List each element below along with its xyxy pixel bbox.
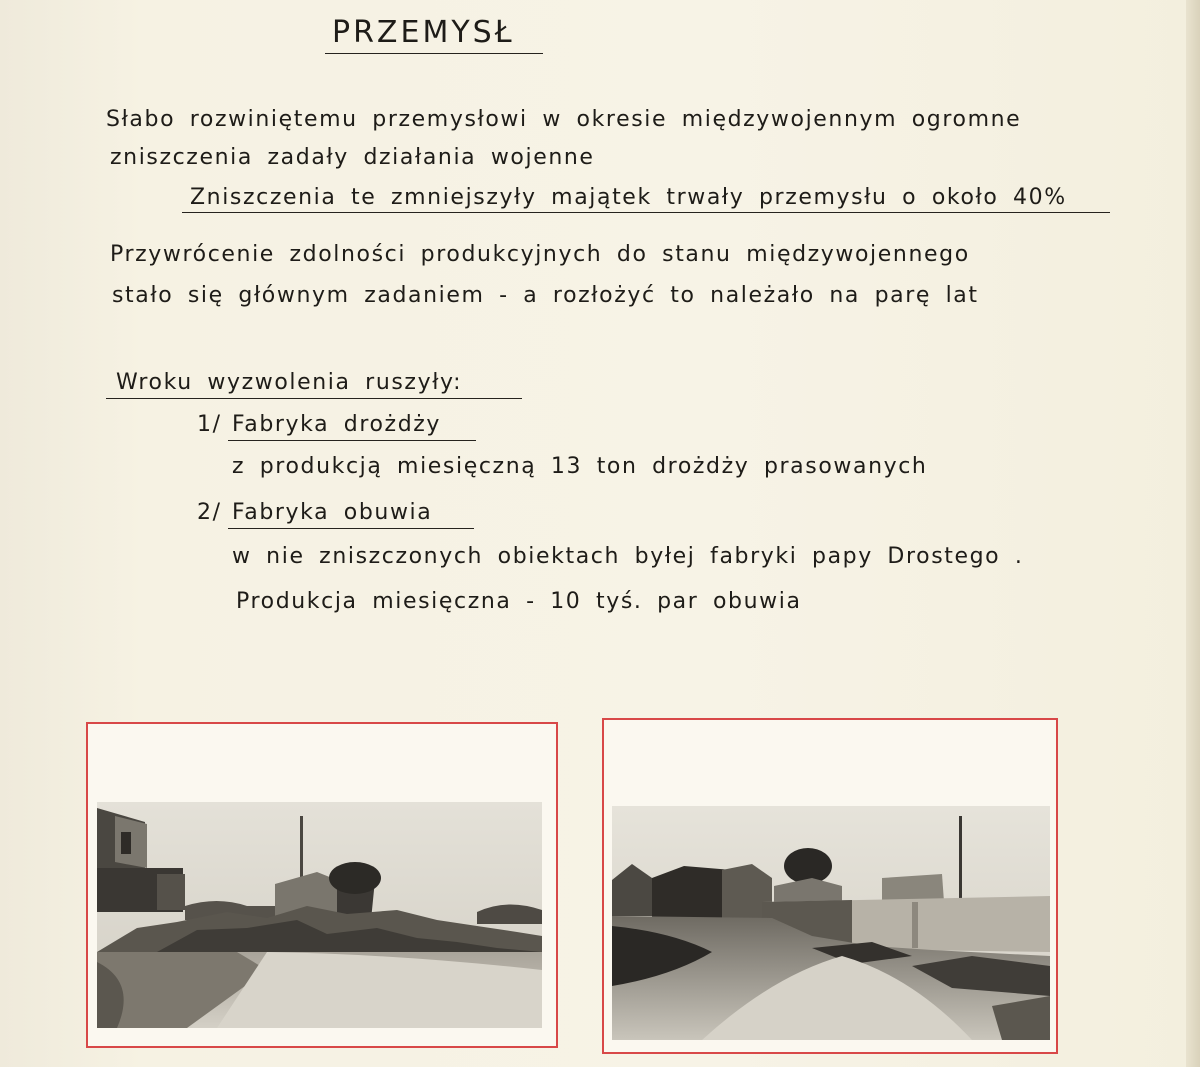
page-title: PRZEMYSŁ: [332, 15, 515, 50]
photo-factory-ruins-left: [97, 802, 542, 1028]
item-2-detail-2: Produkcja miesięczna - 10 tyś. par obuwia: [236, 589, 802, 614]
item-2-detail-1: w nie zniszczonych obiektach byłej fabryki papy Drostego .: [232, 544, 1024, 569]
section-heading: Wroku wyzwolenia ruszyły:: [116, 370, 463, 395]
section-heading-underline: [106, 398, 522, 399]
item-1-number: 1/: [197, 412, 222, 437]
photo-frame-left: [86, 722, 558, 1048]
item-1-name: Fabryka drożdży: [232, 412, 442, 437]
paragraph-1-line-1: Słabo rozwiniętemu przemysłowi w okresie międzywojennym ogromne: [106, 107, 1022, 132]
item-2-number: 2/: [197, 500, 222, 525]
item-2-underline: [228, 528, 474, 529]
destruction-statement: Zniszczenia te zmniejszyły majątek trwały przemysłu o około 40%: [190, 185, 1067, 210]
destruction-underline: [182, 212, 1110, 213]
item-1-underline: [228, 440, 476, 441]
item-1-detail-1: z produkcją miesięczną 13 ton drożdży prasowanych: [232, 454, 928, 479]
paragraph-2-line-2: stało się głównym zadaniem - a rozłożyć to należało na parę lat: [112, 283, 979, 308]
photo-factory-ruins-right: [612, 806, 1050, 1040]
paragraph-2-line-1: Przywrócenie zdolności produkcyjnych do stanu międzywojennego: [110, 242, 970, 267]
item-2-name: Fabryka obuwia: [232, 500, 433, 525]
title-underline: [325, 53, 543, 54]
photo-frame-right: [602, 718, 1058, 1054]
paragraph-1-line-2: zniszczenia zadały działania wojenne: [110, 145, 595, 170]
page-edge: [1186, 0, 1200, 1067]
